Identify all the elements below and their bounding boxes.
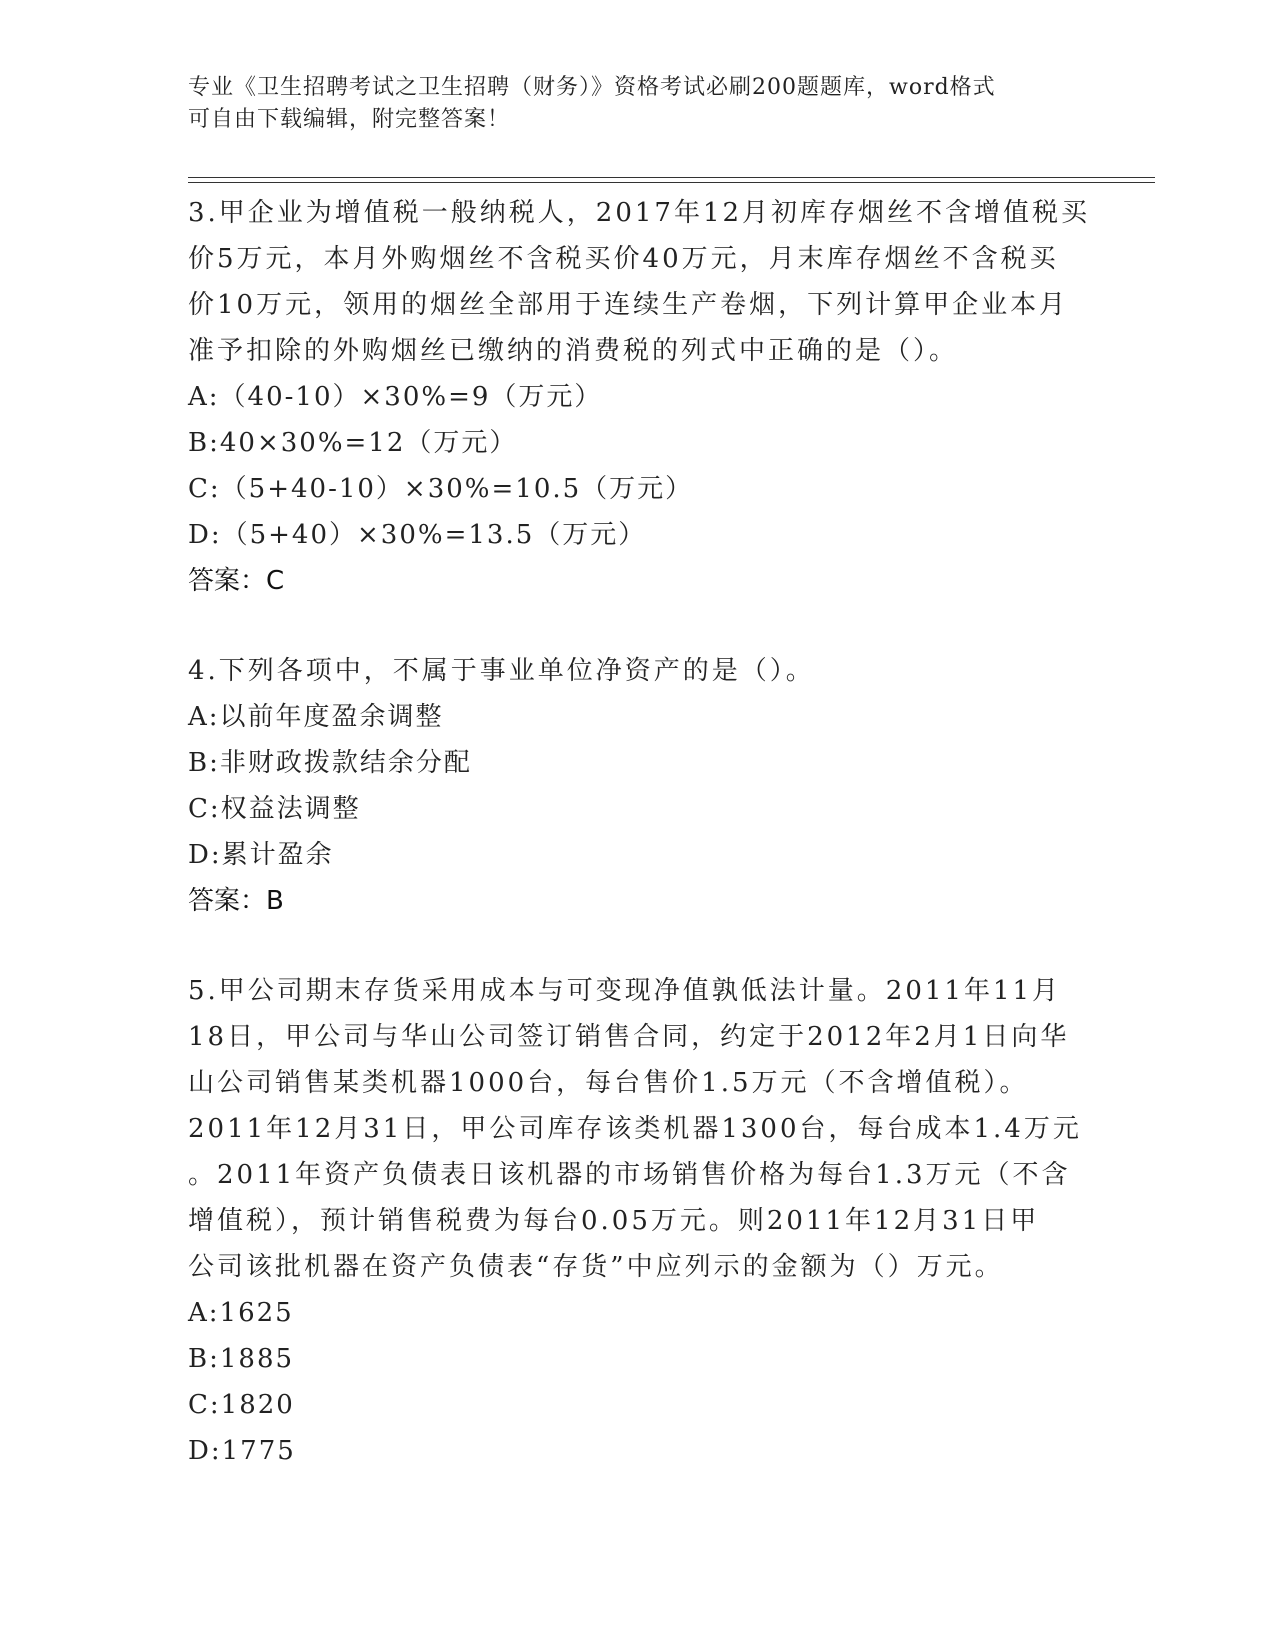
- option-b: B:非财政拨款结余分配: [188, 748, 472, 778]
- stem-line: 4.下列各项中，不属于事业单位净资产的是（）。: [188, 656, 815, 686]
- question-3: [188, 190, 1091, 604]
- answer-label: 答案：B: [188, 886, 284, 916]
- spacer: [188, 924, 1078, 968]
- stem-line: 5.甲公司期末存货采用成本与可变现净值孰低法计量。2011年11月: [188, 976, 1062, 1006]
- stem-line: 公司该批机器在资产负债表“存货”中应列示的金额为（）万元。: [188, 1252, 1004, 1282]
- question-list: [188, 190, 1091, 1474]
- question-4: [188, 648, 1078, 924]
- header-divider-bottom: [188, 182, 1155, 183]
- stem-line: 2011年12月31日，甲公司库存该类机器1300台，每台成本1.4万元: [188, 1114, 1082, 1144]
- question-stem: [188, 968, 1082, 1290]
- question-5: [188, 968, 1082, 1474]
- question-stem: [188, 190, 1091, 374]
- option-a: A:1625: [188, 1298, 294, 1328]
- option-a: A:（40-10）×30%=9（万元）: [188, 382, 603, 412]
- stem-line: 山公司销售某类机器1000台，每台售价1.5万元（不含增值税）。: [188, 1068, 1029, 1098]
- option-d: D:（5+40）×30%=13.5（万元）: [188, 520, 647, 550]
- option-c: C:1820: [188, 1390, 295, 1420]
- header-line-2: 可自由下载编辑，附完整答案！: [188, 107, 511, 132]
- option-d: D:1775: [188, 1436, 296, 1466]
- stem-line: 3.甲企业为增值税一般纳税人，2017年12月初库存烟丝不含增值税买: [188, 198, 1091, 228]
- stem-line: 增值税），预计销售税费为每台0.05万元。则2011年12月31日甲: [188, 1206, 1040, 1236]
- header-divider-top: [188, 177, 1155, 178]
- document-header: [188, 72, 1088, 136]
- option-b: B:40×30%=12（万元）: [188, 428, 518, 458]
- spacer: [188, 604, 1078, 648]
- stem-line: 。2011年资产负债表日该机器的市场销售价格为每台1.3万元（不含: [188, 1160, 1071, 1190]
- header-line-1: 专业《卫生招聘考试之卫生招聘（财务）》资格考试必刷200题题库，word格式: [188, 75, 996, 100]
- option-b: B:1885: [188, 1344, 295, 1374]
- stem-line: 准予扣除的外购烟丝已缴纳的消费税的列式中正确的是（）。: [188, 336, 959, 366]
- option-c: C:权益法调整: [188, 794, 361, 824]
- option-a: A:以前年度盈余调整: [188, 702, 444, 732]
- question-stem: [188, 648, 1078, 694]
- answer-label: 答案：C: [188, 566, 285, 596]
- option-c: C:（5+40-10）×30%=10.5（万元）: [188, 474, 694, 504]
- stem-line: 18日，甲公司与华山公司签订销售合同，约定于2012年2月1日向华: [188, 1022, 1070, 1052]
- stem-line: 价10万元，领用的烟丝全部用于连续生产卷烟，下列计算甲企业本月: [188, 290, 1069, 320]
- stem-line: 价5万元，本月外购烟丝不含税买价40万元，月末库存烟丝不含税买: [188, 244, 1059, 274]
- option-d: D:累计盈余: [188, 840, 334, 870]
